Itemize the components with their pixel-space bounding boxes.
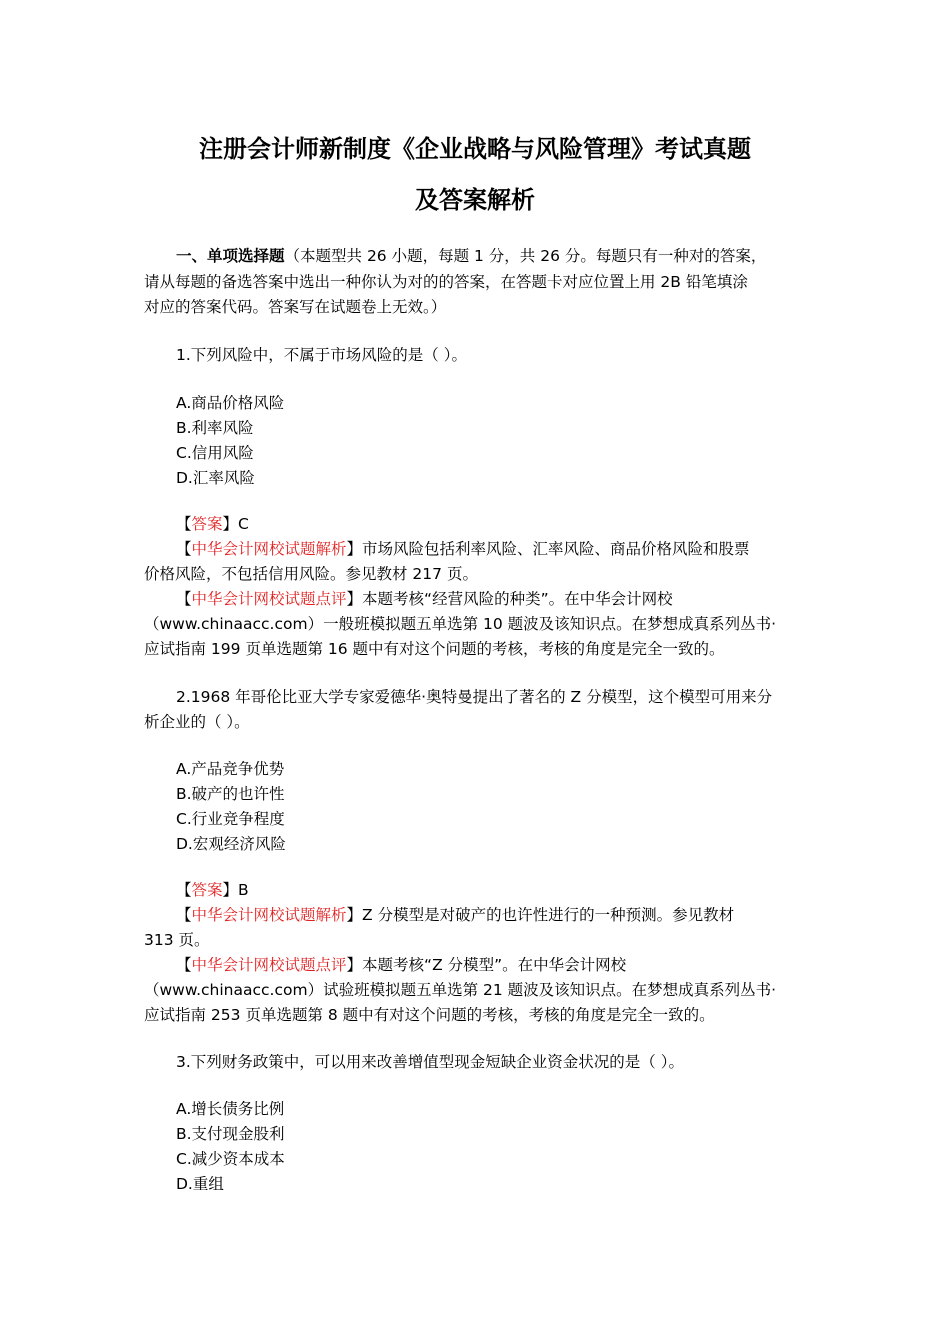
q1-comment-rb: 】 — [346, 590, 363, 608]
q1-analysis-text: 市场风险包括利率风险、汇率风险、商品价格风险和股票 — [362, 540, 750, 558]
q1-comment-line-1 — [176, 589, 673, 609]
section-intro-line-2: 请从每题的备选答案中选出一种你认为对的的答案，在答题卡对应位置上用 2B 铅笔填涂 — [144, 273, 748, 291]
q2-comment-lb: 【 — [176, 956, 192, 974]
q1-answer-label: 答案 — [191, 515, 223, 533]
q2-stem-line-1: 2.1968 年哥伦比亚大学专家爱德华·奥特曼提出了著名的 Z 分模型，这个模型可用来分 — [176, 688, 773, 706]
q1-stem: 1.下列风险中，不属于市场风险的是（ ）。 — [176, 346, 467, 364]
q3-option-b: B.支付现金股利 — [176, 1125, 285, 1143]
q2-analysis-line-1 — [176, 905, 734, 925]
q1-comment-line-2: （www.chinaacc.com）一般班模拟题五单选第 10 题波及该知识点。在梦想成真系列丛书· — [144, 615, 777, 633]
q3-option-d: D.重组 — [176, 1175, 224, 1193]
q1-comment-lb: 【 — [176, 590, 192, 608]
q1-analysis-label: 中华会计网校试题解析 — [191, 540, 347, 558]
q2-analysis-label: 中华会计网校试题解析 — [191, 906, 347, 924]
q2-answer-lb: 【 — [176, 881, 192, 899]
q2-option-c: C.行业竞争程度 — [176, 810, 285, 828]
q2-option-a: A.产品竞争优势 — [176, 760, 285, 778]
section-intro-text: （本题型共 26 小题，每题 1 分，共 26 分。每题只有一种对的答案， — [284, 247, 767, 265]
q2-option-b: B.破产的也许性 — [176, 785, 285, 803]
q2-answer-rb: 】 — [222, 881, 239, 899]
q2-comment-text: 本题考核“Z 分模型”。在中华会计网校 — [362, 956, 627, 974]
q1-answer-lb: 【 — [176, 515, 192, 533]
q2-analysis-lb: 【 — [176, 906, 192, 924]
q2-comment-rb: 】 — [346, 956, 363, 974]
q3-option-c: C.减少资本成本 — [176, 1150, 285, 1168]
q2-stem-line-2: 析企业的（ ）。 — [144, 713, 250, 731]
q2-answer — [176, 880, 249, 900]
q2-analysis-rb: 】 — [346, 906, 363, 924]
q3-option-a: A.增长债务比例 — [176, 1100, 285, 1118]
q1-option-a: A.商品价格风险 — [176, 394, 285, 412]
q1-comment-text: 本题考核“经营风险的种类”。在中华会计网校 — [362, 590, 673, 608]
q1-analysis-line-1 — [176, 539, 750, 559]
q1-option-d: D.汇率风险 — [176, 469, 255, 487]
q2-comment-line-2: （www.chinaacc.com）试验班模拟题五单选第 21 题波及该知识点。在梦想成真系列丛书· — [144, 981, 777, 999]
section-intro-line-3: 对应的答案代码。答案写在试题卷上无效。） — [144, 298, 447, 316]
q2-analysis-text: Z 分模型是对破产的也许性进行的一种预测。参见教材 — [362, 906, 735, 924]
q2-comment-line-1 — [176, 955, 626, 975]
q1-answer — [176, 514, 249, 534]
q2-answer-value: B — [238, 881, 249, 899]
q2-comment-label: 中华会计网校试题点评 — [191, 956, 347, 974]
q2-analysis-line-2: 313 页。 — [144, 931, 210, 949]
q1-analysis-line-2: 价格风险，不包括信用风险。参见教材 217 页。 — [144, 565, 478, 583]
q2-comment-line-3: 应试指南 253 页单选题第 8 题中有对这个问题的考核，考核的角度是完全一致的。 — [144, 1006, 715, 1024]
section-heading: 一、单项选择题 — [176, 247, 285, 265]
q1-analysis-lb: 【 — [176, 540, 192, 558]
q1-option-b: B.利率风险 — [176, 419, 254, 437]
q1-answer-value: C — [238, 515, 249, 533]
q1-analysis-rb: 】 — [346, 540, 363, 558]
q2-option-d: D.宏观经济风险 — [176, 835, 286, 853]
q3-stem: 3.下列财务政策中，可以用来改善增值型现金短缺企业资金状况的是（ ）。 — [176, 1053, 684, 1071]
q1-comment-label: 中华会计网校试题点评 — [191, 590, 347, 608]
document-title-line-1: 注册会计师新制度《企业战略与风险管理》考试真题 — [199, 134, 751, 163]
document-title-line-2: 及答案解析 — [415, 185, 535, 214]
q1-answer-rb: 】 — [222, 515, 239, 533]
q1-comment-line-3: 应试指南 199 页单选题第 16 题中有对这个问题的考核，考核的角度是完全一致的。 — [144, 640, 725, 658]
q1-option-c: C.信用风险 — [176, 444, 254, 462]
section-intro-line-1 — [176, 246, 766, 266]
q2-answer-label: 答案 — [191, 881, 223, 899]
